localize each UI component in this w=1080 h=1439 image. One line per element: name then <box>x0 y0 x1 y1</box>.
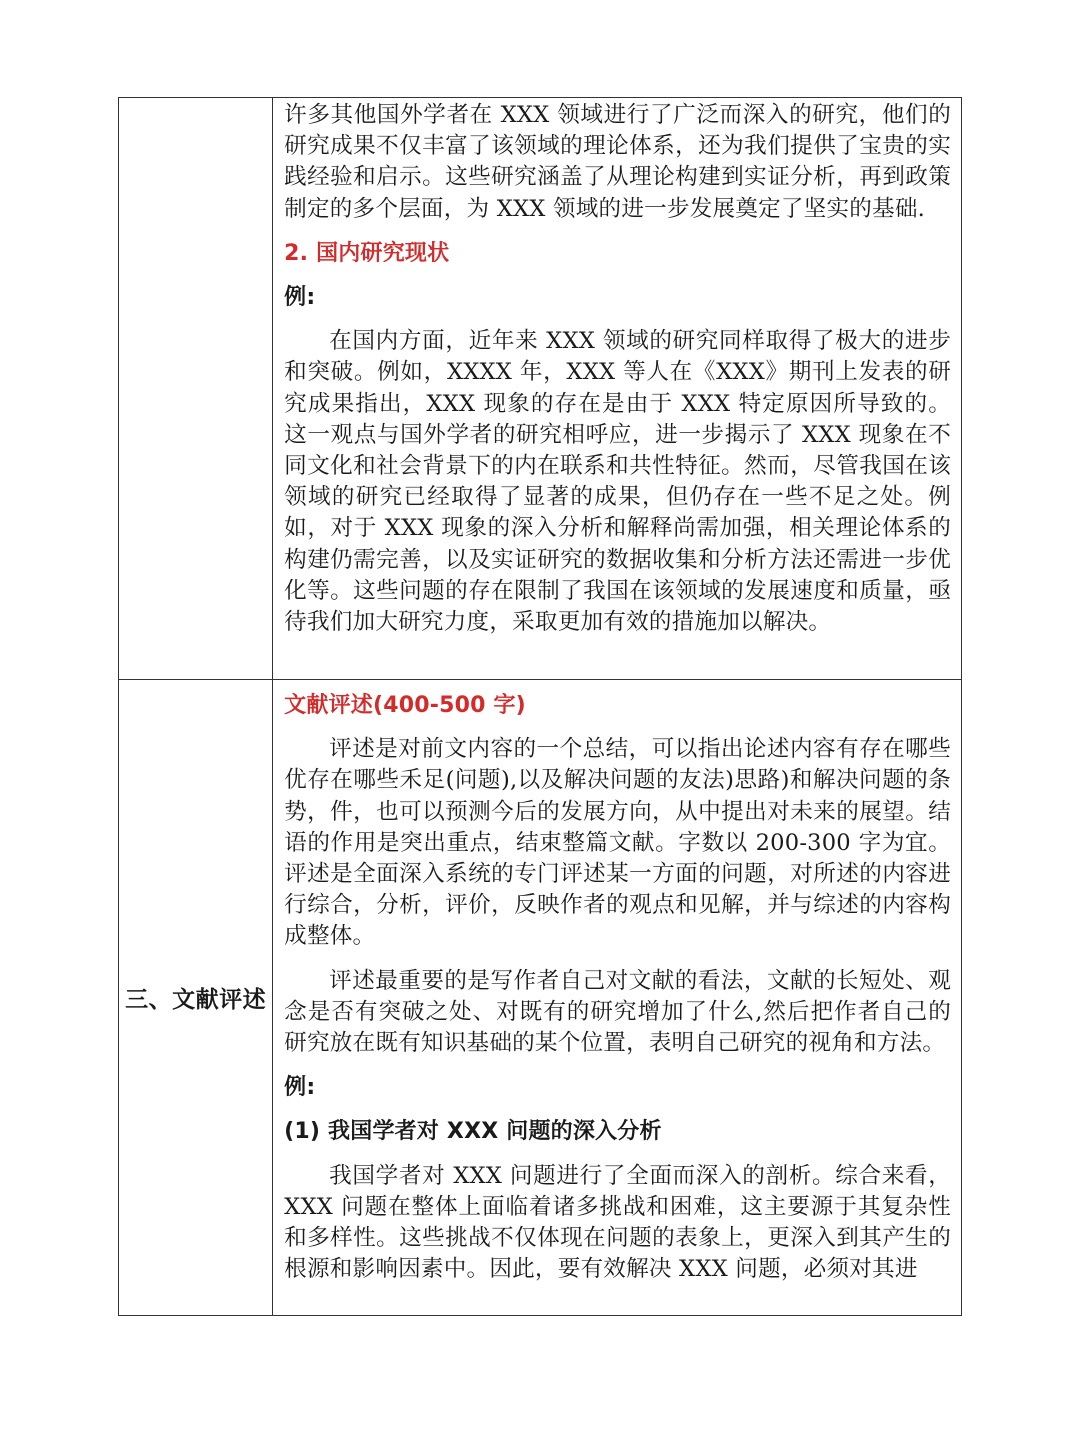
row-content-cell <box>273 98 962 680</box>
domestic-research-paragraph: 在国内方面，近年来 XXX 领域的研究同样取得了极大的进步和突破。例如，XXXX 年，XXX 等人在《XXX》期刊上发表的研究成果指出，XXX 现象的存在是由于 XXX 特定原因所导致的。这一观点与国外学者的研究相呼应，进一步揭示了 XXX 现象在不同文化和社会背景下的内在联系和共性特征。然而，尽管我国在该领域的研究已经取得了显著的成果，但仍存在一些不足之处。例如，对于 XXX 现象的深入分析和解释尚需加强，相关理论体系的构建仍需完善，以及实证研究的数据收集和分析方法还需进一步优化等。这些问题的存在限制了我国在该领域的发展速度和质量，亟待我们加大研究力度，采取更加有效的措施加以解决。 <box>284 328 951 636</box>
review-paragraph-2: 评述最重要的是写作者自己对文献的看法，文献的长短处、观念是否有突破之处、对既有的研究增加了什么,然后把作者自己的研究放在既有知识基础的某个位置，表明自己研究的视角和方法。 <box>284 967 951 1057</box>
section-heading-literature-review: 文献评述(400-500 字) <box>284 693 526 718</box>
row-label-literature-review: 三、文献评述 <box>125 987 267 1013</box>
document-table <box>118 97 962 1316</box>
row-label-cell <box>119 680 273 1316</box>
example-label: 例: <box>284 285 316 311</box>
foreign-research-paragraph: 许多其他国外学者在 XXX 领域进行了广泛而深入的研究，他们的研究成果不仅丰富了该领域的理论体系，还为我们提供了宝贵的实践经验和启示。这些研究涵盖了从理论构建到实证分析，再到政策制定的多个层面，为 XXX 领域的进一步发展奠定了坚实的基础. <box>284 102 951 222</box>
review-paragraph-1: 评述是对前文内容的一个总结，可以指出论述内容有存在哪些优存在哪些禾足(问题),以及解决问题的友法)思路)和解决问题的条势，件，也可以预测今后的发展方向，从中提出对未来的展望。结语的作用是突出重点，结束整篇文献。字数以 200-300 字为宜。评述是全面深入系统的专门评述某一方面的问题，对所述的内容进行综合，分析，评价，反映作者的观点和见解，并与综述的内容构成整体。 <box>284 736 951 950</box>
example-label: 例: <box>284 1075 316 1101</box>
table-row-domestic-research <box>119 98 962 680</box>
sub-heading-analysis: (1) 我国学者对 XXX 问题的深入分析 <box>284 1119 662 1145</box>
row-content-cell <box>273 680 962 1316</box>
review-paragraph-3: 我国学者对 XXX 问题进行了全面而深入的剖析。综合来看，XXX 问题在整体上面临着诸多挑战和困难，这主要源于其复杂性和多样性。这些挑战不仅体现在问题的表象上，更深入到其产生的根源和影响因素中。因此，要有效解决 XXX 问题，必须对其进 <box>284 1162 951 1283</box>
row-label-cell <box>119 98 273 680</box>
table-row-literature-review <box>119 680 962 1316</box>
section-heading-domestic: 2. 国内研究现状 <box>284 240 450 266</box>
